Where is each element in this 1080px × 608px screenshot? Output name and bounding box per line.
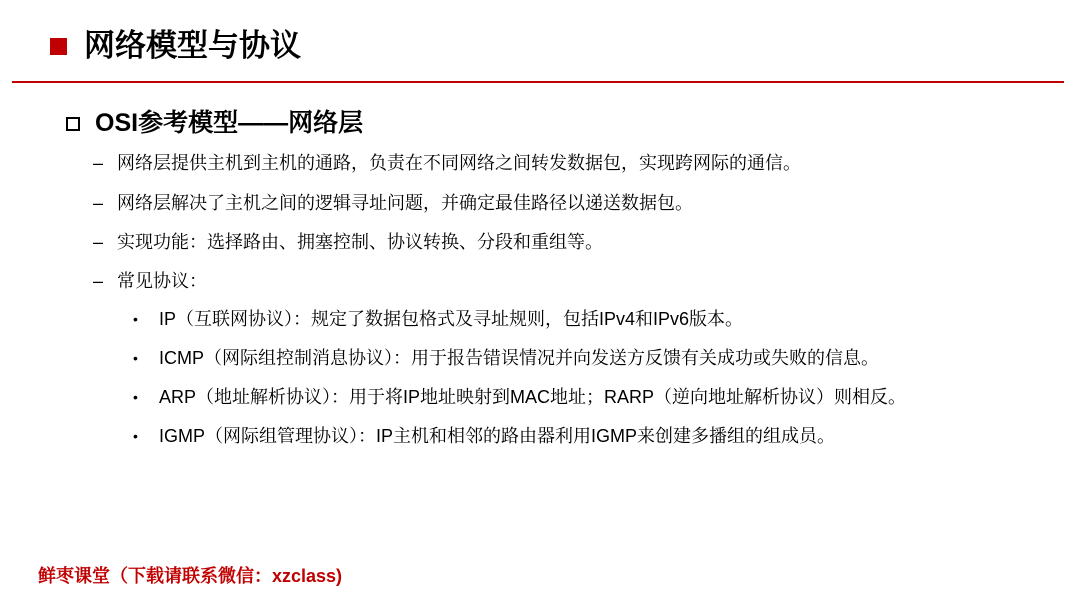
header-square-marker: [50, 38, 67, 55]
list-item-text: 网络层提供主机到主机的通路，负责在不同网络之间转发数据包，实现跨网际的通信。: [117, 153, 801, 173]
dot-bullet: •: [133, 311, 138, 327]
protocol-item: [133, 304, 743, 334]
protocol-item: [133, 421, 835, 451]
dash-bullet: –: [93, 153, 104, 173]
dot-bullet: •: [133, 428, 138, 444]
footer-watermark: 鲜枣课堂（下载请联系微信：xzclass): [38, 566, 343, 586]
hollow-square-bullet-icon: [66, 117, 80, 131]
dot-bullet: •: [133, 389, 138, 405]
list-item: [93, 148, 801, 178]
list-item-text: 常见协议：: [117, 271, 207, 291]
dash-bullet: –: [93, 193, 104, 213]
protocol-item: [133, 343, 879, 373]
list-item-text: 网络层解决了主机之间的逻辑寻址问题，并确定最佳路径以递送数据包。: [117, 193, 693, 213]
header-divider: [12, 81, 1064, 83]
protocol-text: IGMP（网际组管理协议）：IP主机和相邻的路由器利用IGMP来创建多播组的组成员。: [159, 426, 836, 446]
protocol-item: [133, 382, 906, 412]
slide-title: 网络模型与协议: [84, 28, 301, 63]
list-item: [93, 266, 207, 296]
dot-bullet: •: [133, 350, 138, 366]
list-item: [93, 188, 693, 218]
dash-bullet: –: [93, 271, 104, 291]
section-title: OSI参考模型——网络层: [95, 109, 364, 137]
list-item: [93, 227, 603, 257]
dash-bullet: –: [93, 232, 104, 252]
protocol-text: IP（互联网协议）：规定了数据包格式及寻址规则，包括IPv4和IPv6版本。: [159, 309, 744, 329]
protocol-text: ARP（地址解析协议）：用于将IP地址映射到MAC地址；RARP（逆向地址解析协议）则相反。: [159, 387, 907, 407]
slide-header: [0, 0, 1080, 84]
list-item-text: 实现功能：选择路由、拥塞控制、协议转换、分段和重组等。: [117, 232, 603, 252]
protocol-text: ICMP（网际组控制消息协议）：用于报告错误情况并向发送方反馈有关成功或失败的信息。: [159, 348, 879, 368]
